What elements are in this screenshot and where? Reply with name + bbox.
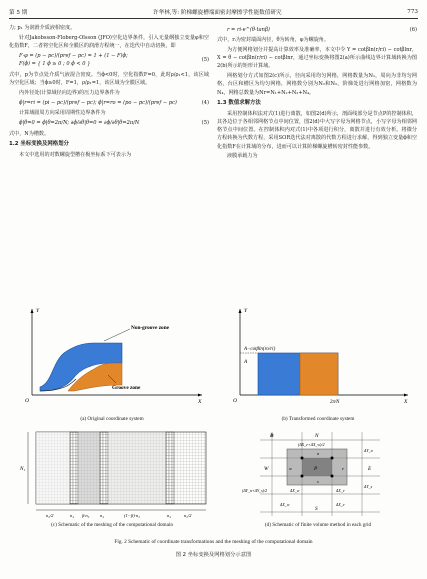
- equation-line: r = ri·e^(θ·tanβ): [227, 27, 270, 33]
- equation-number: (4): [201, 99, 209, 106]
- dim-label: n₄: [70, 513, 74, 518]
- equation-number: (6): [409, 27, 417, 33]
- node-marker: [301, 457, 304, 460]
- equation-number: (5): [201, 57, 209, 64]
- node-label: E: [368, 466, 372, 472]
- delta-label: ΔX_e: [336, 502, 345, 507]
- step-zone: [70, 432, 78, 504]
- paragraph: 力; p₁ 为润滑介质液相密度。: [9, 25, 76, 31]
- groove-rect: [300, 353, 338, 395]
- equation-4: [19, 99, 209, 107]
- delta-label: (ΔX_e+ΔX_w)/2: [298, 442, 325, 447]
- paragraph: 为方便网格划分并提高计算效率及准确率，本文中令 Y = cotβln(r/ri) − cotβlnr，X = θ − cotβln(r/ri) − cotβlnr，通过坐标变换将图2(a)所示曲线边界计算域转换为图2(b)所示的矩形计算域。: [217, 46, 417, 70]
- figure-d-finite-volume: [240, 428, 400, 520]
- equation-line: F·φ = (p − pc)/(pref − pc) = 1 + (1 − F)ϕ;: [19, 53, 128, 60]
- node-label: S: [315, 506, 318, 512]
- dim-label: n₂/2: [46, 513, 54, 518]
- delta-label: ΔX_w: [290, 488, 300, 493]
- equation-line: ϕ|θ=0 = ϕ|θ=2π/N; ∂ϕ/∂θ|θ=0 = ∂ϕ/∂θ|θ=2π/N: [19, 120, 140, 127]
- paragraph: 内外径处(计算域径向边界)的压力边界条件为: [19, 89, 120, 96]
- dim-label: (1−β)·n₃: [124, 513, 140, 518]
- running-title: 许华林,等: 阶梯螺旋槽端面密封摩擦学性能数值研究: [153, 10, 282, 16]
- step-zone: [166, 432, 174, 504]
- equation-5: [19, 119, 209, 127]
- paragraph: 式中，p为节点处介质气液混合密度。当ϕ<0时，空化指数F=0，此时ρ/ρ₁<1，该区域为空化区域；当ϕ≥0时，F=1，ρ/ρ₁=1，该区域为全膜区域。: [9, 71, 209, 86]
- figure-caption-english: Fig. 2 Schematic of coordinate transformations and the meshing of the computational domain: [114, 539, 313, 545]
- delta-label: ΔX_e: [336, 488, 345, 493]
- node-marker: [301, 475, 304, 478]
- section-heading: 1.3 数值求解方法: [217, 99, 261, 106]
- equation-6: [227, 26, 417, 34]
- groove-zone-deep: [108, 432, 166, 504]
- figure-caption-chinese: 图 2 坐标变换及网格划分示意图: [175, 552, 252, 558]
- paragraph: 针对Jakobsson-Floberg-Olsson (JFO)空化边界条件，引入无量纲独立变量φ和空化指数F，二者将空化区和全膜区的润滑方程统一，在迭代中自动切换，即: [9, 34, 209, 49]
- delta-label: ΔX_w: [280, 502, 290, 507]
- left-column: [9, 24, 209, 160]
- page-number: 773: [407, 9, 418, 15]
- paragraph: 网格划分方式如图2(c)所示，径向采用均匀网格，网格数量为N₁，周向为非均匀网格，台区和槽区为均匀网格，网格数分别为N₂和N₃，阶梯处进行网格加密，网格数为N₄，网格总数量为Nr=N₁+N₂+N₃+N₄。: [217, 73, 417, 96]
- equation-3: [19, 52, 209, 69]
- node-label: P: [314, 466, 318, 472]
- node-marker: [331, 475, 334, 478]
- land-zone: [36, 432, 70, 504]
- top-label: A−cotβln(ro/ri): [244, 347, 276, 352]
- equation-number: (5): [201, 120, 209, 127]
- equation-line: F(ϕ) = { 1 ϕ ≥ 0 ; 0 ϕ < 0 }: [19, 61, 91, 68]
- node-label: N: [315, 433, 319, 439]
- paragraph: 液膜承载力为: [227, 153, 258, 160]
- figure-c-mesh: [12, 428, 212, 520]
- node-label: B: [270, 433, 274, 439]
- right-column: [217, 24, 417, 162]
- leader-line: [104, 329, 130, 341]
- step-zone: [100, 432, 108, 504]
- x-axis-label: X: [404, 399, 408, 405]
- a-label: A: [244, 359, 248, 365]
- figure-a-caption: (a) Original coordinate system: [80, 416, 144, 422]
- paragraph: 本文中选用的对数螺旋型槽在极坐标系下可表示为: [19, 151, 132, 158]
- dim-label: n₄: [167, 513, 171, 518]
- origin-label: O: [233, 398, 237, 404]
- figure-b-caption: (b) Transformed coordinate system: [281, 416, 355, 422]
- running-header: [9, 6, 418, 19]
- issue-number: 第 5 期: [9, 10, 28, 16]
- origin-label: O: [25, 398, 29, 404]
- groove-label: Groove zone: [112, 385, 141, 391]
- groove-zone-shallow: [78, 432, 100, 504]
- section-heading: 1.2 坐标变换及网格划分: [9, 140, 69, 147]
- paragraph: 计算域圆周方向采用周期性边界条件为: [19, 110, 106, 117]
- x-axis-arrow: [198, 394, 202, 397]
- x-tick-label: 2π/N: [330, 400, 340, 405]
- y-axis-arrow: [31, 309, 34, 313]
- paragraph: 式中，N为槽数。: [9, 130, 50, 137]
- delta-label: (ΔY_n+ΔY_s)/2: [242, 488, 268, 493]
- face-label: n: [317, 451, 320, 456]
- dim-label: n₂/2: [184, 513, 192, 518]
- figure-b-transformed-coordinates: [218, 303, 418, 413]
- figure-a-original-coordinates: [12, 303, 212, 413]
- node-marker: [331, 457, 334, 460]
- paragraph: 式中，rᵢ为密封端面内径，θ为转角，φ为螺旋角。: [217, 37, 329, 44]
- non-groove-label: Non-groove zone: [131, 325, 170, 331]
- y-axis-label: Y: [244, 308, 248, 314]
- y-axis-label: Y: [36, 308, 40, 314]
- delta-label: ΔY_s: [364, 484, 373, 489]
- y-axis-arrow: [239, 309, 242, 313]
- dim-label: β·n₃: [82, 513, 90, 518]
- dim-label: n₄: [100, 513, 104, 518]
- paragraph: 采用控制体积法对式(1)进行离散，如图2(d)所示，剖面线部分是节点P的控制体积，其各边位于各相邻网格节点中间位置，图2(d)中大写字母为网格节点，小写字母为相邻网格节点中间位置。在控制体积内对式(1)中各项进行积分，离散并进行有效分析。将微分方程转换为代数方程，采用SOR迭代法对离散的代数方程进行求解，得到独立变量ϕ和空化指数F在计算域的分布，进而可以计算阶梯螺旋槽转密封性能参数。: [217, 110, 417, 150]
- x-axis-label: X: [198, 399, 202, 405]
- delta-label: ΔY_n: [364, 448, 373, 453]
- face-label: e: [342, 466, 344, 471]
- figure-c-caption: (c) Schematic of the meshing of the computational domain: [51, 522, 173, 528]
- x-axis-arrow: [404, 394, 408, 397]
- equation-line: ϕ|r=ri = (pi − pc)/(pref − pc); ϕ|r=ro = (po − pc)/(pref − pc): [19, 99, 177, 106]
- node-label: W: [264, 466, 269, 472]
- face-label: s: [317, 479, 319, 484]
- face-label: w: [289, 466, 292, 471]
- n1-label: N₁: [20, 466, 26, 472]
- figure-d-caption: (d) Schematic of finite volume method in each grid: [264, 522, 372, 528]
